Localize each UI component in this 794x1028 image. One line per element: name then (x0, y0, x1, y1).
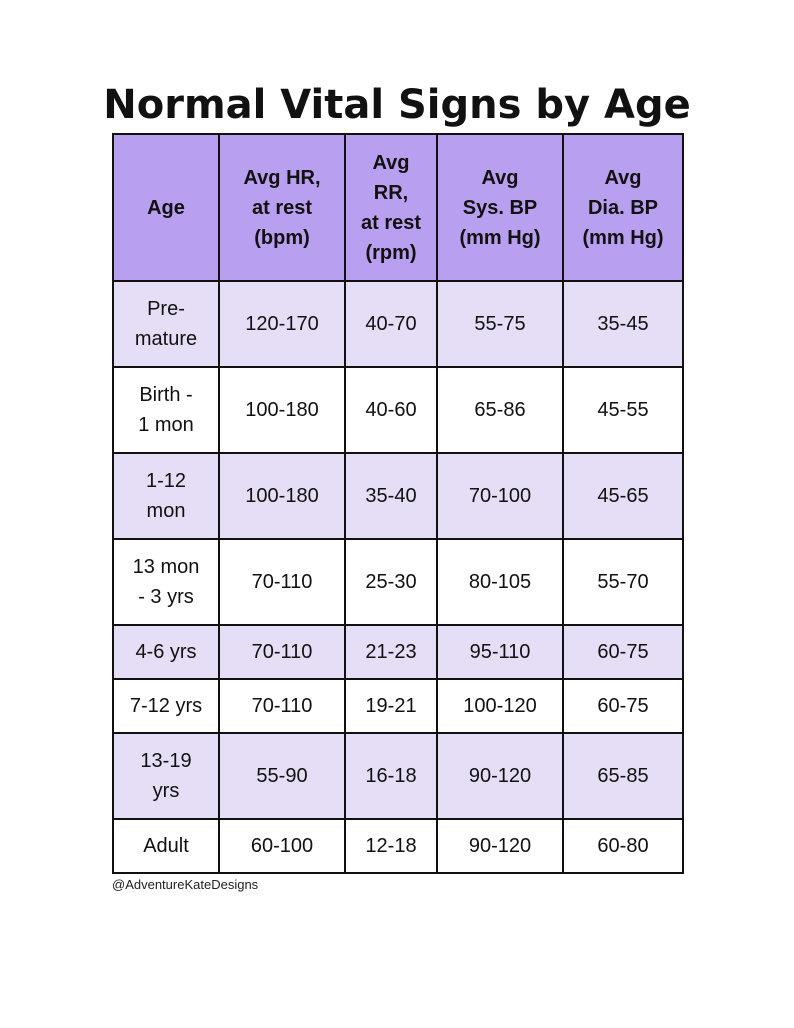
age-cell: 7-12 yrs (113, 679, 219, 733)
hr-cell: 100-180 (219, 453, 345, 539)
dia-bp-cell: 55-70 (563, 539, 683, 625)
dia-bp-cell: 45-55 (563, 367, 683, 453)
hr-cell: 100-180 (219, 367, 345, 453)
dia-bp-cell: 35-45 (563, 281, 683, 367)
table-row (113, 819, 683, 873)
sys-bp-cell: 95-110 (437, 625, 563, 679)
page-title: Normal Vital Signs by Age (103, 82, 691, 128)
hr-cell: 60-100 (219, 819, 345, 873)
table-row (113, 453, 683, 539)
table-header-row (113, 134, 683, 281)
sys-bp-cell: 70-100 (437, 453, 563, 539)
sys-bp-cell: 80-105 (437, 539, 563, 625)
rr-cell: 21-23 (345, 625, 437, 679)
sys-bp-cell: 90-120 (437, 733, 563, 819)
rr-cell: 40-70 (345, 281, 437, 367)
age-cell: 13 mon - 3 yrs (113, 539, 219, 625)
table-row (113, 281, 683, 367)
table-row (113, 733, 683, 819)
hr-cell: 70-110 (219, 679, 345, 733)
header-heart-rate: Avg HR, at rest (bpm) (219, 134, 345, 281)
rr-cell: 19-21 (345, 679, 437, 733)
hr-cell: 70-110 (219, 539, 345, 625)
table-row (113, 679, 683, 733)
age-cell: Pre- mature (113, 281, 219, 367)
age-cell: 4-6 yrs (113, 625, 219, 679)
age-cell: Birth - 1 mon (113, 367, 219, 453)
sys-bp-cell: 90-120 (437, 819, 563, 873)
rr-cell: 40-60 (345, 367, 437, 453)
age-cell: 1-12 mon (113, 453, 219, 539)
header-age: Age (113, 134, 219, 281)
table-row (113, 367, 683, 453)
rr-cell: 35-40 (345, 453, 437, 539)
dia-bp-cell: 65-85 (563, 733, 683, 819)
dia-bp-cell: 60-75 (563, 679, 683, 733)
dia-bp-cell: 60-80 (563, 819, 683, 873)
header-respiratory-rate: Avg RR, at rest (rpm) (345, 134, 437, 281)
hr-cell: 55-90 (219, 733, 345, 819)
rr-cell: 25-30 (345, 539, 437, 625)
rr-cell: 16-18 (345, 733, 437, 819)
dia-bp-cell: 45-65 (563, 453, 683, 539)
rr-cell: 12-18 (345, 819, 437, 873)
table-row (113, 539, 683, 625)
vital-signs-table (112, 133, 684, 874)
sys-bp-cell: 55-75 (437, 281, 563, 367)
table-row (113, 625, 683, 679)
sys-bp-cell: 65-86 (437, 367, 563, 453)
header-systolic-bp: Avg Sys. BP (mm Hg) (437, 134, 563, 281)
hr-cell: 120-170 (219, 281, 345, 367)
hr-cell: 70-110 (219, 625, 345, 679)
sys-bp-cell: 100-120 (437, 679, 563, 733)
footer-credit: @AdventureKateDesigns (112, 877, 259, 892)
age-cell: 13-19 yrs (113, 733, 219, 819)
age-cell: Adult (113, 819, 219, 873)
dia-bp-cell: 60-75 (563, 625, 683, 679)
header-diastolic-bp: Avg Dia. BP (mm Hg) (563, 134, 683, 281)
